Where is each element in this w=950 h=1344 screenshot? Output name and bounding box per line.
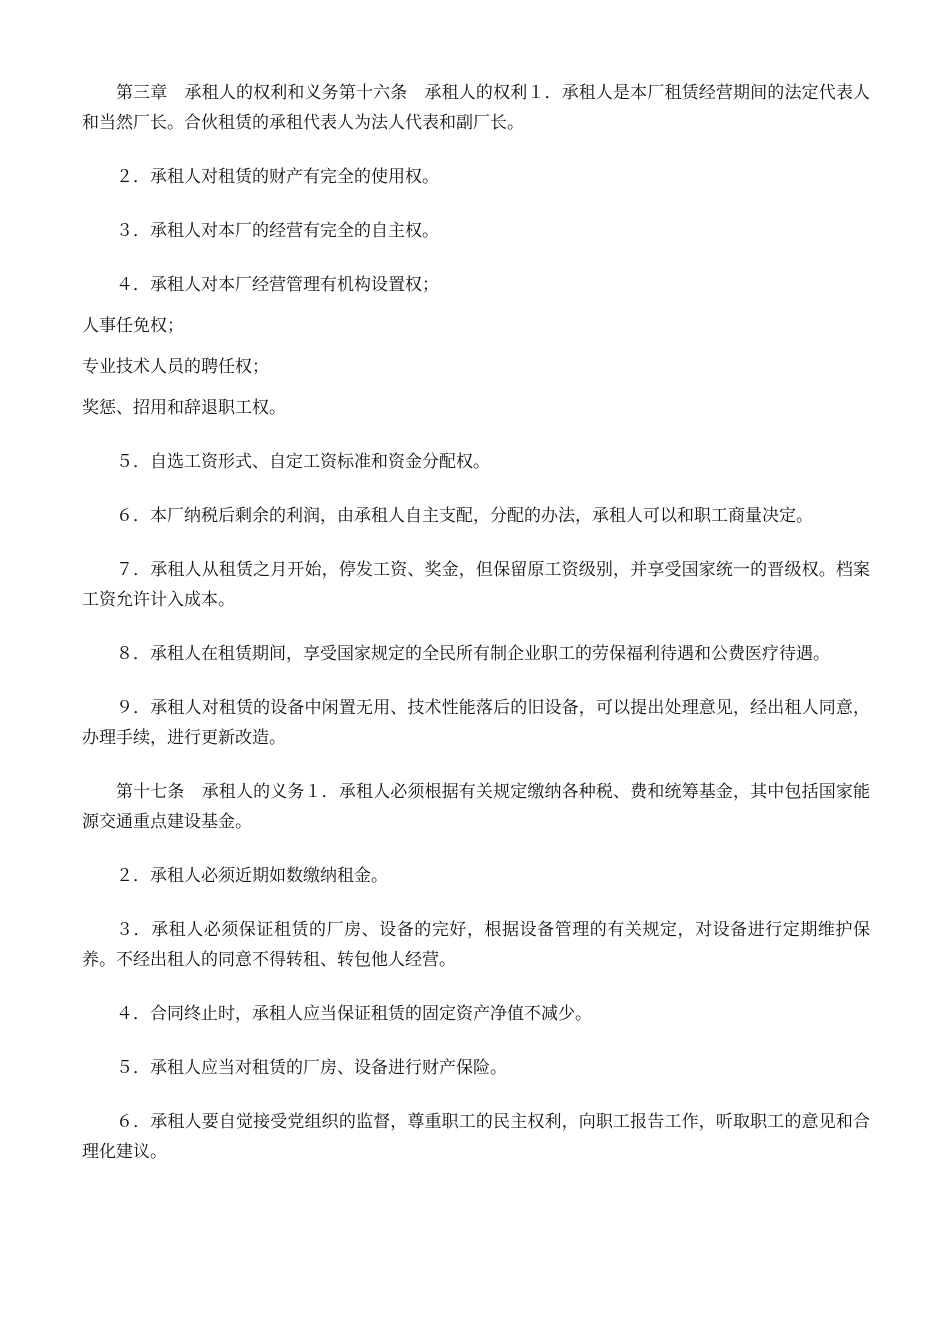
document-body	[82, 78, 870, 1191]
paragraph-duty-6: ６．承租人要自觉接受党组织的监督，尊重职工的民主权利，向职工报告工作，听取职工的意见和合理化建议。	[82, 1112, 870, 1162]
paragraph-item-4-sub-3: 奖惩、招用和辞退职工权。	[82, 398, 286, 418]
paragraph-duty-4: ４．合同终止时，承租人应当保证租赁的固定资产净值不减少。	[116, 1004, 592, 1024]
paragraph-item-5: ５．自选工资形式、自定工资标准和资金分配权。	[116, 452, 490, 472]
paragraph-item-9: ９．承租人对租赁的设备中闲置无用、技术性能落后的旧设备，可以提出处理意见，经出租人同意，办理手续，进行更新改造。	[82, 698, 870, 748]
paragraph-item-4-sub-2: 专业技术人员的聘任权；	[82, 357, 269, 377]
paragraph-item-4-sub-1: 人事任免权；	[82, 316, 184, 336]
paragraph-duty-3: ３．承租人必须保证租赁的厂房、设备的完好，根据设备管理的有关规定，对设备进行定期维护保养。不经出租人的同意不得转租、转包他人经营。	[82, 920, 870, 970]
paragraph-item-7: ７．承租人从租赁之月开始，停发工资、奖金，但保留原工资级别，并享受国家统一的晋级权。档案工资允许计入成本。	[82, 560, 870, 610]
paragraph-item-4: ４．承租人对本厂经营管理有机构设置权；	[116, 275, 439, 295]
paragraph-article-17-intro: 第十七条 承租人的义务１．承租人必须根据有关规定缴纳各种税、费和统筹基金，其中包括国家能源交通重点建设基金。	[82, 782, 870, 832]
paragraph-item-6: ６．本厂纳税后剩余的利润，由承租人自主支配，分配的办法，承租人可以和职工商量决定。	[116, 506, 813, 526]
paragraph-item-3: ３．承租人对本厂的经营有完全的自主权。	[116, 221, 439, 241]
paragraph-duty-5: ５．承租人应当对租赁的厂房、设备进行财产保险。	[116, 1058, 507, 1078]
paragraph-duty-2: ２．承租人必须近期如数缴纳租金。	[116, 866, 388, 886]
paragraph-item-8: ８．承租人在租赁期间，享受国家规定的全民所有制企业职工的劳保福利待遇和公费医疗待遇。	[116, 644, 830, 664]
paragraph-article-16-intro: 第三章 承租人的权利和义务第十六条 承租人的权利１．承租人是本厂租赁经营期间的法定代表人和当然厂长。合伙租赁的承租代表人为法人代表和副厂长。	[82, 83, 870, 133]
paragraph-item-2: ２．承租人对租赁的财产有完全的使用权。	[116, 167, 439, 187]
